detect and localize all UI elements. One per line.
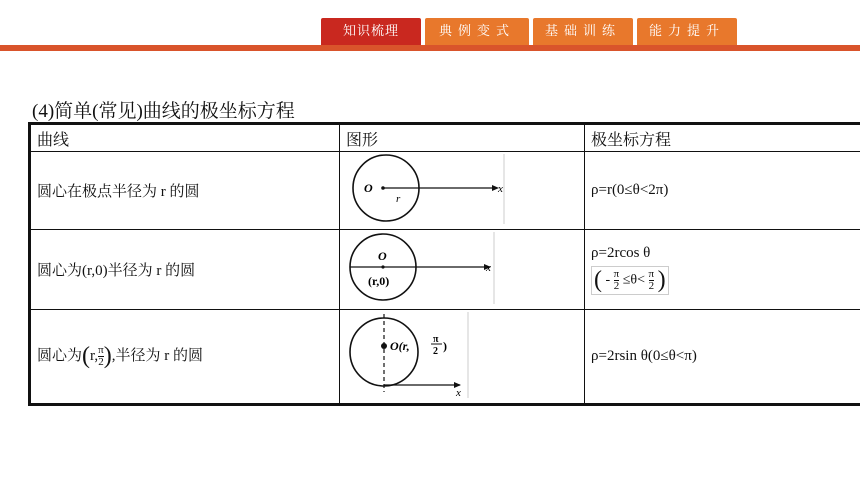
header-rule: [0, 45, 860, 51]
header-equation: 极坐标方程: [585, 124, 860, 152]
figure-cell: [340, 230, 585, 310]
figure-cell: [340, 310, 585, 405]
origin-label: O: [364, 181, 373, 195]
circle-center-r-pi2-figure: [346, 310, 506, 398]
curve-description: 圆心为(r,0)半径为 r 的圆: [30, 230, 340, 310]
center-label: (r,0): [368, 274, 390, 288]
curve-description: 圆心为(r, $\frac{\pi}{2}$ ),半径为 r 的圆: [30, 310, 340, 405]
circle-at-pole-figure: [346, 152, 506, 224]
inequality: ≤θ<: [622, 272, 646, 288]
header-figure: 图形: [340, 124, 585, 152]
svg-text:): ): [443, 339, 447, 353]
fraction: $\frac{\pi}{2}$: [648, 267, 655, 292]
minus-sign: -: [605, 272, 611, 288]
equation-line-1: ρ=2rcos θ: [591, 244, 651, 261]
section-tabs: [321, 18, 737, 45]
axis-label: x: [486, 262, 491, 274]
axis-label: x: [498, 183, 503, 195]
table-row: [30, 230, 860, 310]
table-row: [30, 152, 860, 230]
radius-label: r: [396, 193, 401, 205]
figure-cell: [340, 152, 585, 230]
table-row: [30, 310, 860, 405]
equation-cell: ρ=r(0≤θ<2π): [585, 152, 860, 230]
center-label: O(r,: [390, 339, 410, 353]
fraction: $\frac{\pi}{2}$: [613, 267, 620, 292]
tab-knowledge-review[interactable]: 知识梳理: [321, 18, 421, 45]
tab-ability-improvement[interactable]: 能力提升: [637, 18, 737, 45]
origin-label: O: [378, 249, 387, 263]
svg-text:2: 2: [433, 346, 438, 357]
tab-examples[interactable]: 典例变式: [425, 18, 529, 45]
section-heading: (4)简单(常见)曲线的极坐标方程: [32, 101, 295, 122]
fraction: $\frac{\pi}{2}$: [98, 344, 104, 368]
table-header-row: [30, 124, 860, 152]
equation-range: ( - $\frac{\pi}{2}$ ≤θ< $\frac{\pi}{2}$ ): [591, 266, 669, 295]
axis-label: x: [456, 387, 461, 398]
polar-equation-table: [28, 122, 860, 406]
svg-text:π: π: [433, 334, 439, 345]
header-curve: 曲线: [30, 124, 340, 152]
equation-cell: ρ=2rsin θ(0≤θ<π): [585, 310, 860, 405]
tab-basic-training[interactable]: 基础训练: [533, 18, 633, 45]
center-point: [381, 343, 387, 349]
curve-description: 圆心在极点半径为 r 的圆: [30, 152, 340, 230]
circle-center-r0-figure: [346, 230, 506, 304]
equation-cell: [585, 230, 860, 310]
